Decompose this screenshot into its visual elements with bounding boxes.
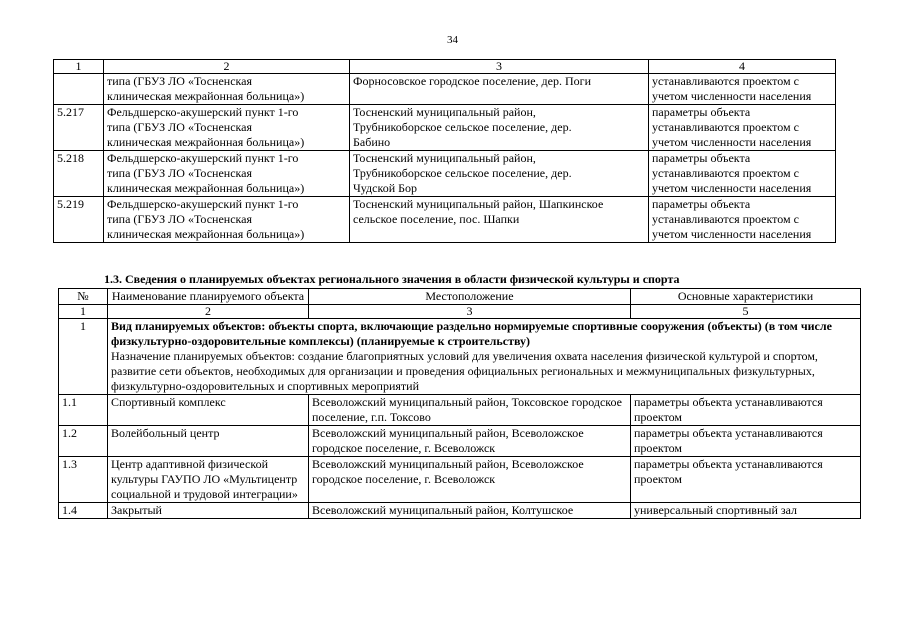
params-cell	[649, 197, 836, 243]
object-name-line: Фельдшерско-акушерский пункт 1-го	[107, 105, 299, 119]
table-row	[54, 74, 836, 105]
row-number: 1.4	[59, 503, 108, 519]
params-line: параметры объекта	[652, 197, 751, 211]
location-cell: Всеволожский муниципальный район, Токсовское городское поселение, г.п. Токсово	[309, 395, 631, 426]
facilities-table-continued	[53, 59, 836, 243]
column-number: 3	[309, 305, 631, 319]
location-cell: Всеволожский муниципальный район, Всеволожское городское поселение, г. Всеволожск	[309, 426, 631, 457]
object-name-line: Фельдшерско-акушерский пункт 1-го	[107, 151, 299, 165]
table-row	[59, 395, 861, 426]
table-row	[54, 151, 836, 197]
table-row	[59, 426, 861, 457]
object-name-line: клиническая межрайонная больница»)	[107, 135, 305, 149]
table-row	[54, 105, 836, 151]
params-cell	[649, 151, 836, 197]
table-row	[59, 457, 861, 503]
params-cell: параметры объекта устанавливаются проектом	[631, 457, 861, 503]
location-cell: Всеволожский муниципальный район, Всеволожское городское поселение, г. Всеволожск	[309, 457, 631, 503]
group-purpose: Назначение планируемых объектов: создание благоприятных условий для увеличения охвата населения физической культурой и спортом, развитие сети объектов, необходимых для организации и проведения официальных региональных и межмуниципальных физкультурных, физкультурно-оздоровительных и спортивных мероприятий	[111, 349, 818, 393]
object-name-cell: Центр адаптивной физической культуры ГАУПО ЛО «Мультицентр социальной и трудовой интеграции»	[108, 457, 309, 503]
row-number: 5.217	[54, 105, 104, 151]
params-line: устанавливаются проектом с	[652, 166, 799, 180]
params-line: учетом численности населения	[652, 89, 812, 103]
params-cell: параметры объекта устанавливаются проектом	[631, 395, 861, 426]
params-line: устанавливаются проектом с	[652, 212, 799, 226]
table-row	[59, 503, 861, 519]
section-title: 1.3. Сведения о планируемых объектах регионального значения в области физической культуры и спорта	[104, 272, 680, 286]
column-number-row	[59, 305, 861, 319]
column-number: 4	[649, 60, 836, 74]
header-location: Местоположение	[309, 289, 631, 305]
location-line: Тосненский муниципальный район, Шапкинское	[353, 197, 604, 211]
group-title: Вид планируемых объектов: объекты спорта, включающие раздельно нормируемые спортивные сооружения (объекты) (в том числе физкультурно-оздоровительные комплексы) (планируемые к строительству)	[111, 319, 832, 348]
object-name-line: Фельдшерско-акушерский пункт 1-го	[107, 197, 299, 211]
column-number-row	[54, 60, 836, 74]
params-line: параметры объекта	[652, 105, 751, 119]
row-number: 5.218	[54, 151, 104, 197]
row-number: 1.1	[59, 395, 108, 426]
params-line: учетом численности населения	[652, 181, 812, 195]
location-line: Трубникоборское сельское поселение, дер.	[353, 120, 572, 134]
params-cell	[649, 74, 836, 105]
header-object-name: Наименование планируемого объекта	[108, 289, 309, 305]
location-cell	[350, 197, 649, 243]
column-number: 2	[104, 60, 350, 74]
object-name-line: клиническая межрайонная больница»)	[107, 89, 305, 103]
table-row	[54, 197, 836, 243]
object-name-line: типа (ГБУЗ ЛО «Тосненская	[107, 166, 253, 180]
object-name-cell	[104, 197, 350, 243]
column-number: 5	[631, 305, 861, 319]
object-name-line: типа (ГБУЗ ЛО «Тосненская	[107, 74, 253, 88]
params-line: учетом численности населения	[652, 135, 812, 149]
header-row	[59, 289, 861, 305]
object-name-line: клиническая межрайонная больница»)	[107, 181, 305, 195]
object-name-cell: Закрытый	[108, 503, 309, 519]
params-line: устанавливаются проектом с	[652, 74, 799, 88]
header-characteristics: Основные характеристики	[631, 289, 861, 305]
column-number: 1	[59, 305, 108, 319]
row-number: 5.219	[54, 197, 104, 243]
column-number: 1	[54, 60, 104, 74]
location-line: Трубникоборское сельское поселение, дер.	[353, 166, 572, 180]
location-line: Бабино	[353, 135, 391, 149]
params-line: учетом численности населения	[652, 227, 812, 241]
row-number: 1.3	[59, 457, 108, 503]
column-number: 3	[350, 60, 649, 74]
params-line: устанавливаются проектом с	[652, 120, 799, 134]
object-name-cell	[104, 74, 350, 105]
location-line: Форносовское городское поселение, дер. Поги	[353, 74, 591, 88]
group-number: 1	[59, 319, 108, 395]
group-row	[59, 319, 861, 395]
location-cell	[350, 105, 649, 151]
group-description-cell	[108, 319, 861, 395]
params-cell: универсальный спортивный зал	[631, 503, 861, 519]
object-name-line: клиническая межрайонная больница»)	[107, 227, 305, 241]
object-name-cell: Волейбольный центр	[108, 426, 309, 457]
object-name-cell	[104, 105, 350, 151]
params-cell: параметры объекта устанавливаются проектом	[631, 426, 861, 457]
location-cell	[350, 151, 649, 197]
location-line: Чудской Бор	[353, 181, 418, 195]
location-cell: Всеволожский муниципальный район, Колтушское	[309, 503, 631, 519]
location-line: Тосненский муниципальный район,	[353, 105, 536, 119]
row-number	[54, 74, 104, 105]
object-name-cell	[104, 151, 350, 197]
object-name-cell: Спортивный комплекс	[108, 395, 309, 426]
row-number: 1.2	[59, 426, 108, 457]
object-name-line: типа (ГБУЗ ЛО «Тосненская	[107, 120, 253, 134]
location-line: сельское поселение, пос. Шапки	[353, 212, 520, 226]
params-line: параметры объекта	[652, 151, 751, 165]
location-cell	[350, 74, 649, 105]
page-number: 34	[447, 34, 458, 46]
column-number: 2	[108, 305, 309, 319]
object-name-line: типа (ГБУЗ ЛО «Тосненская	[107, 212, 253, 226]
params-cell	[649, 105, 836, 151]
header-number: №	[59, 289, 108, 305]
sports-facilities-table	[58, 288, 861, 519]
location-line: Тосненский муниципальный район,	[353, 151, 536, 165]
